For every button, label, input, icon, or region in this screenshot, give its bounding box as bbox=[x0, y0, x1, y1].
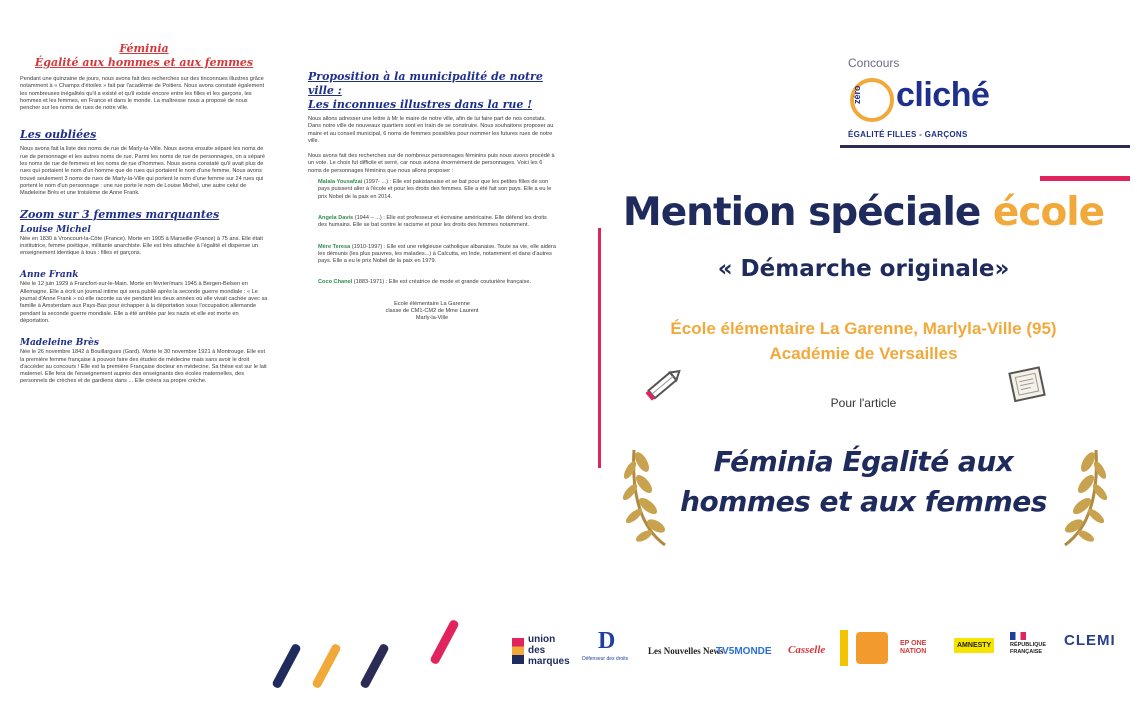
zero-cliche-logo bbox=[838, 52, 1048, 152]
award-subtitle: « Démarche originale» bbox=[717, 256, 1010, 282]
clemi-logo: CLEMI bbox=[1064, 632, 1116, 649]
class-signature bbox=[308, 301, 556, 323]
signature-line: classe de CM1-CM2 de Mme Laurent bbox=[385, 308, 479, 315]
document-main-title: Féminia bbox=[119, 42, 169, 55]
person-name: Anne Frank bbox=[20, 270, 79, 281]
candidate-text: (1910-1997) : Elle est une religieuse catholique albanaise. Toute sa vie, elle aidera les démunis (les plus pauvres, les malades...) à Calcutta, en Inde, notamment et dans d'autres pays. Elle a eu le prix Nobel de la paix en 1979. bbox=[318, 243, 557, 265]
candidate-item bbox=[318, 215, 556, 230]
focus-heading: Zoom sur 3 femmes marquantes bbox=[20, 207, 220, 221]
oubliees-heading: Les oubliées bbox=[20, 128, 97, 142]
proposition-paragraph: Nous avons fait des recherches sur de nombreux personnages féminins puis nous avons procédé à un vote. Le choix fut difficile et serré, car nous avions énormément de personnages. Voici les 6 noms de personnages féminins que nous allons proposer : bbox=[308, 153, 555, 174]
union-marques-icon bbox=[512, 638, 524, 664]
partner-logos bbox=[510, 624, 1130, 684]
person-name: Louise Michel bbox=[20, 224, 91, 235]
person-name: Madeleine Brès bbox=[20, 338, 99, 349]
candidate-text: (1883-1971) : Elle est créatrice de mode et grande couturière française. bbox=[353, 279, 531, 286]
union-line: marques bbox=[528, 656, 570, 667]
logo-divider bbox=[840, 145, 1130, 148]
amnesty-logo: AMNESTY bbox=[954, 638, 994, 653]
candidate-item bbox=[318, 279, 556, 286]
republique-line: FRANÇAISE bbox=[1010, 649, 1043, 655]
person-bio: Née le 12 juin 1929 à Francfort-sur-le-Main. Morte en février/mars 1945 à Bergen-Belsen en Allemagne. Elle a écrit un journal intime qui sera publié après la seconde guerre mondiale : « Le journal d'Anne Frank » où elle raconte sa vie pendant les deux années où elle vivait cachée avec sa famille à Amsterdam aux Pays-Bas pour échapper à la déportation sous l'occupation allemande pendant la seconde guerre mondiale. Elle a été arrêtée par les nazis et elle est morte en déportation. bbox=[20, 281, 268, 324]
logo-cliche: cliché bbox=[896, 76, 990, 114]
signature-line: Ecole élémentaire La Garenne bbox=[394, 300, 470, 307]
defenseur-text: Défenseur des droits bbox=[582, 656, 629, 662]
defenseur-mark: D bbox=[598, 628, 616, 654]
logo-tagline: ÉGALITÉ FILLES - GARÇONS bbox=[848, 130, 968, 139]
article-title bbox=[590, 442, 1137, 522]
candidate-name: Malala Yousafzai bbox=[318, 179, 363, 186]
republique-line: RÉPUBLIQUE bbox=[1010, 642, 1047, 648]
tv5monde-logo: TV5MONDE bbox=[716, 646, 772, 657]
accent-divider bbox=[1040, 176, 1130, 181]
award-title-main: Mention spéciale bbox=[622, 190, 981, 235]
union-line: des bbox=[528, 645, 546, 656]
school-info bbox=[590, 316, 1137, 366]
candidate-name: Angela Davis bbox=[318, 214, 354, 221]
document-main-subtitle: Égalité aux hommes et aux femmes bbox=[34, 56, 254, 69]
candidate-item bbox=[318, 244, 556, 266]
candidate-text: (1944 – ...) : Elle est professeur et écrivaine américaine. Elle défend les droits des humains. Elle se bat contre le racisme et pour les droits des femmes notamment. bbox=[318, 214, 547, 229]
article-document bbox=[20, 42, 580, 692]
candidate-name: Mère Teresa bbox=[318, 243, 351, 250]
partner-logo-yellow bbox=[840, 630, 848, 666]
person-bio: Née en 1830 à Vroncourt-la-Côte (France). Morte en 1905 à Marseille (France) à 75 ans. Elle était institutrice, femme poétique, militante anarchiste. Elle est très attachée à l'égalité et dispense un enseignement identique à tous : filles et garçons. bbox=[20, 235, 263, 257]
nouvelles-news-logo: Les Nouvelles News bbox=[648, 646, 724, 656]
candidate-name: Coco Chanel bbox=[318, 279, 353, 286]
union-line: union bbox=[528, 634, 556, 645]
article-intro-label: Pour l'article bbox=[830, 396, 897, 410]
logo-zero: zéro bbox=[852, 85, 862, 104]
school-name: École élémentaire La Garenne, Marlyla-Ville (95) bbox=[670, 319, 1057, 338]
logo-concours: Concours bbox=[848, 56, 900, 70]
ep-nation-logo: EP ONE NATION bbox=[900, 640, 927, 655]
document-left-column bbox=[20, 42, 268, 672]
casselle-logo: Casselle bbox=[788, 644, 826, 656]
intro-paragraph: Pendant une quinzaine de jours, nous avons fait des recherches sur des tinconnues illustres grâce notamment à « Champs d'étoiles » fait par l'académie de Poitiers. Nous avons constaté également les nombreuses inégalités qu'il a existé et qu'il existe encore entre les filles et les garçons, les hommes et les femmes, en France et dans le monde. La maîtresse nous a proposé de nous pencher sur les noms de rues de notre ville. bbox=[20, 76, 265, 112]
article-title-line: hommes et aux femmes bbox=[680, 485, 1047, 518]
award-title-accent: école bbox=[992, 190, 1105, 235]
proposition-heading: Proposition à la municipalité de notre ville : bbox=[308, 70, 543, 97]
award-panel bbox=[590, 40, 1137, 720]
candidate-text: (1997- ...) : Elle est pakistanaise et se bat pour que les petites filles de son pays puissent aller à l'école et pour les droits des femmes. Elle a été fait son pays. Elle a eu le prix Nobel de la paix en 2014. bbox=[318, 179, 552, 200]
french-flag-icon bbox=[1010, 632, 1026, 640]
award-title bbox=[590, 190, 1137, 235]
partner-logo-orange bbox=[856, 632, 888, 664]
proposition-subheading: Les inconnues illustres dans la rue ! bbox=[308, 98, 533, 111]
candidate-item bbox=[318, 179, 556, 201]
signature-line: Marly-la-Ville bbox=[415, 315, 449, 322]
oubliees-paragraph: Nous avons fait la liste des noms de rue de Marly-la-Ville. Nous avons ensuite séparé les noms de rue de personnage et les autres noms de rue. Parmi les noms de rue de personnages, on a séparé les noms de rue de femmes et les noms de rue d'hommes. Nous avons constaté qu'il avait plus de rues qui portaient le nom d'un homme que de rues qui portaient le nom d'une femme. Nous avons trouvé seulement 3 noms de rues de Marly-la-Ville qui portent le nom d'une femme sur 24 rues qui portent le nom d'un personnage : une rue porte le nom de Louise Michel, une autre celui de Madeleine Brès et une troisième de Anne Frank. bbox=[20, 146, 266, 197]
person-bio: Née le 26 novembre 1842 à Bouillargues (Gard). Morte le 30 novembre 1921 à Montrouge. Elle est la première femme française à pouvoir faire des études de médecine mais sans avoir le droit d'accéder au concours ! Elle est la première Française docteur en médecine. Sa thèse est sur le lait maternel. Elle fera de l'enseignement auprès des enseignants des écoles maternelles, des personnels de crèches et de gardiens dans ... Elle créera sa propre crèche. bbox=[20, 349, 267, 385]
academy-name: Académie de Versailles bbox=[769, 344, 958, 363]
article-title-line: Féminia Égalité aux bbox=[713, 445, 1014, 478]
document-right-column bbox=[308, 42, 556, 672]
proposition-paragraph: Nous allons adresser une lettre à Mr le maire de notre ville, afin de lui faire part de nos constats. Dans notre ville de nouveaux quartiers sont en train de se construire. Nous souhaitons proposer au maire et au conseil municipal, 6 noms de femmes possibles pour nommer les futures rues de notre ville. bbox=[308, 116, 554, 144]
